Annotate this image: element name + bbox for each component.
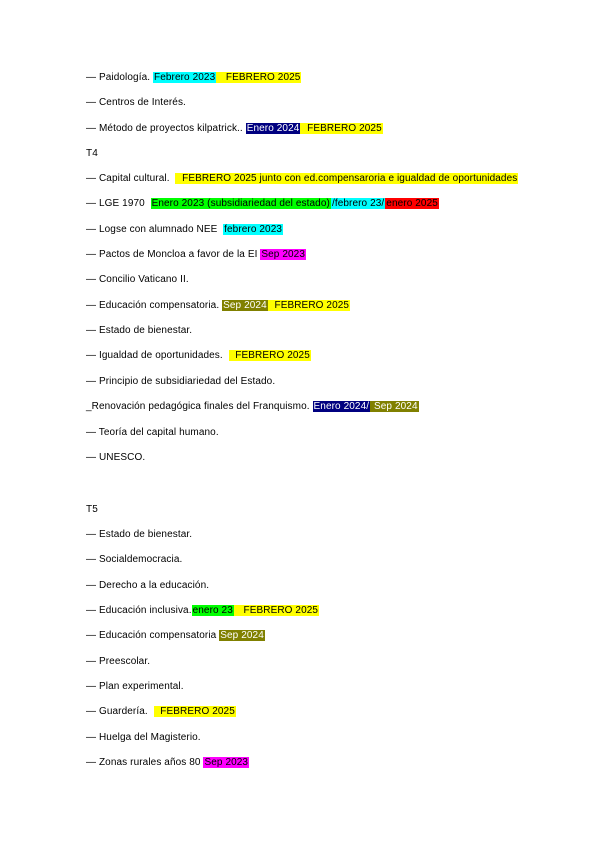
section-heading [86, 503, 98, 516]
list-item [86, 731, 201, 744]
list-item [86, 172, 518, 185]
item-text: — Preescolar. [86, 656, 151, 667]
highlighted-date-tag: FEBRERO 2025 [154, 706, 235, 717]
item-text: — Educación compensatoria [86, 630, 220, 641]
highlighted-date-tag: Febrero 2023 [154, 72, 216, 83]
list-item [86, 579, 209, 592]
list-item [86, 197, 439, 210]
item-text: — Logse con alumnado NEE [86, 224, 224, 235]
highlighted-date-tag: FEBRERO 2025 [268, 300, 350, 311]
highlighted-date-tag: enero 2025 [386, 198, 438, 209]
highlighted-date-tag: Enero 2024/ [313, 401, 370, 412]
highlighted-date-tag: /febrero 23/ [331, 198, 385, 209]
item-text: — Socialdemocracia. [86, 554, 183, 565]
highlighted-date-tag: Sep 2024 [223, 300, 267, 311]
item-text: — Estado de bienestar. [86, 325, 193, 336]
item-text: — Método de proyectos kilpatrick.. [86, 123, 246, 134]
item-text: — Teoría del capital humano. [86, 427, 219, 438]
item-text: — Principio de subsidiariedad del Estado. [86, 376, 276, 387]
item-text: — Zonas rurales años 80 [86, 757, 204, 768]
item-text: — Paidología. [86, 72, 153, 83]
list-item [86, 400, 419, 413]
list-item [86, 223, 283, 236]
highlighted-date-tag: FEBRERO 2025 junto con ed.compensaroria e igualdad de oportunidades [176, 173, 518, 184]
item-text: — Centros de Interés. [86, 97, 186, 108]
list-item [86, 756, 249, 769]
item-text: — Capital cultural. [86, 173, 176, 184]
highlighted-date-tag: Sep 2023 [261, 249, 305, 260]
list-item [86, 655, 150, 668]
highlighted-date-tag: enero 23 [192, 605, 233, 616]
item-text: — LGE 1970 [86, 198, 151, 209]
item-text: T5 [86, 504, 98, 515]
highlighted-date-tag: FEBRERO 2025 [234, 605, 319, 616]
list-item [86, 273, 189, 286]
item-text: — Huelga del Magisterio. [86, 732, 201, 743]
item-text: — Guardería. [86, 706, 154, 717]
highlighted-date-tag: FEBRERO 2025 [217, 72, 301, 83]
highlighted-date-tag: Sep 2024 [220, 630, 264, 641]
item-text: _Renovación pedagógica finales del Franquismo. [86, 401, 313, 412]
list-item [86, 528, 192, 541]
list-item [86, 299, 350, 312]
list-item [86, 96, 186, 109]
highlighted-date-tag: FEBRERO 2025 [301, 123, 382, 134]
item-text: — Educación compensatoria. [86, 300, 223, 311]
item-text: — Estado de bienestar. [86, 529, 193, 540]
list-item [86, 629, 265, 642]
list-item [86, 248, 306, 261]
item-text: — Pactos de Moncloa a favor de la EI [86, 249, 261, 260]
item-text: — Igualdad de oportunidades. [86, 350, 229, 361]
list-item [86, 705, 236, 718]
list-item [86, 349, 311, 362]
highlighted-date-tag: FEBRERO 2025 [229, 350, 310, 361]
item-text: — Plan experimental. [86, 681, 184, 692]
section-heading [86, 147, 98, 160]
list-item [86, 680, 184, 693]
list-item [86, 122, 383, 135]
item-text: T4 [86, 148, 98, 159]
item-text: — UNESCO. [86, 452, 146, 463]
list-item [86, 451, 145, 464]
item-text: — Concilio Vaticano II. [86, 274, 189, 285]
highlighted-date-tag: Sep 2023 [204, 757, 249, 768]
list-item [86, 324, 192, 337]
list-item [86, 604, 319, 617]
list-item [86, 553, 182, 566]
highlighted-date-tag: Enero 2024 [246, 123, 300, 134]
highlighted-date-tag: Sep 2024 [371, 401, 418, 412]
item-text: — Educación inclusiva. [86, 605, 192, 616]
list-item [86, 375, 275, 388]
list-item [86, 426, 219, 439]
highlighted-date-tag: febrero 2023 [224, 224, 283, 235]
item-text: — Derecho a la educación. [86, 580, 210, 591]
highlighted-date-tag: Enero 2023 (subsidiariedad del estado) [151, 198, 330, 209]
list-item [86, 71, 301, 84]
